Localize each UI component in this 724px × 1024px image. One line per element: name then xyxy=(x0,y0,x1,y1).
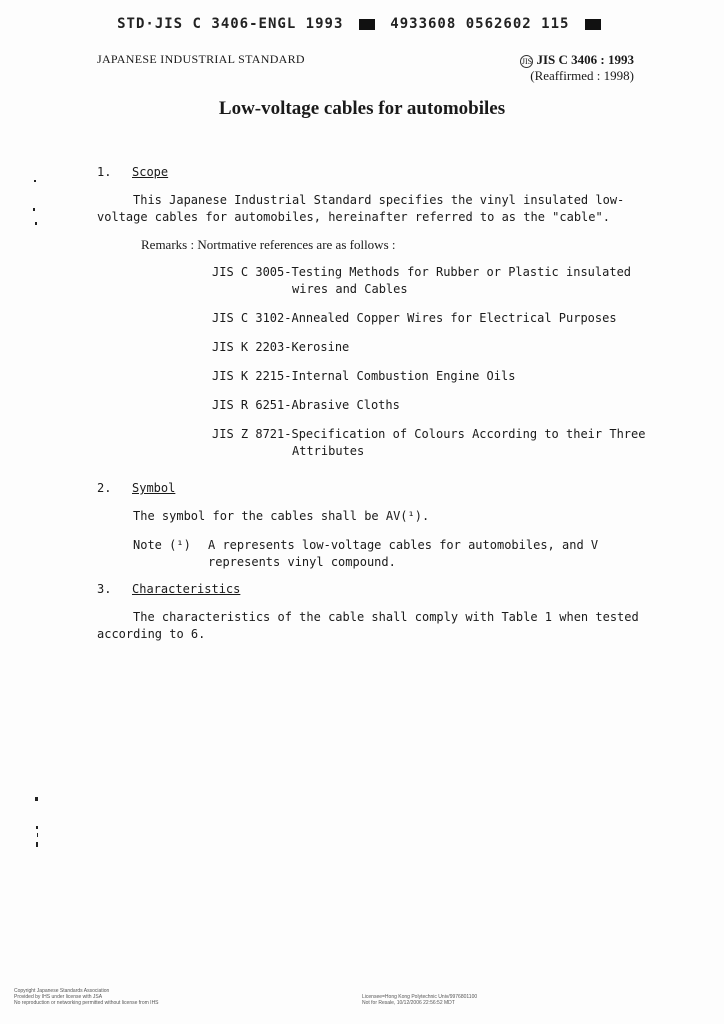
section-title: Symbol xyxy=(132,481,176,495)
black-block-icon xyxy=(585,19,601,30)
reaffirmed-note: (Reaffirmed : 1998) xyxy=(530,68,634,83)
standard-org: JAPANESE INDUSTRIAL STANDARD xyxy=(97,52,305,66)
code-line-a: STD·JIS C 3406-ENGL 1993 xyxy=(117,16,344,32)
section-heading-scope xyxy=(97,165,168,179)
section-number: 1. xyxy=(97,165,112,179)
black-block-icon xyxy=(359,19,375,30)
reference-item: JIS Z 8721-Specification of Colours According to their Three Attributes xyxy=(212,427,646,458)
symbol-text: The symbol for the cables shall be AV(¹). xyxy=(133,509,430,523)
reference-item: JIS C 3102-Annealed Copper Wires for Electrical Purposes xyxy=(212,311,617,325)
section-number: 2. xyxy=(97,481,112,495)
symbol-note xyxy=(133,537,598,571)
reference-item: JIS R 6251-Abrasive Cloths xyxy=(212,398,400,412)
document-code-line xyxy=(0,16,724,32)
footer-copyright: Copyright Japanese Standards Association Provided by IHS under license with JSA No reproduction or networking permitted without license from IHS xyxy=(14,988,159,1006)
reference-item: JIS K 2215-Internal Combustion Engine Oils xyxy=(212,369,516,383)
footer-licensee: Licensee=Hong Kong Polytechnic Univ/9976801100 Not for Resale, 10/12/2006 22:56:52 MDT xyxy=(362,994,478,1006)
scope-text-line-2: voltage cables for automobiles, hereinafter referred to as the "cable". xyxy=(97,210,610,224)
jis-mark-icon: JIS xyxy=(521,57,533,66)
remarks-text: Remarks : Nortmative references are as follows : xyxy=(141,237,396,252)
note-line-2: represents vinyl compound. xyxy=(208,555,396,569)
characteristics-text-line-2: according to 6. xyxy=(97,627,206,641)
section-heading-characteristics xyxy=(97,582,240,596)
note-label: Note (¹) xyxy=(133,538,191,552)
standard-id xyxy=(520,52,634,84)
reference-item: JIS K 2203-Kerosine xyxy=(212,340,350,354)
characteristics-text-line-1: The characteristics of the cable shall comply with Table 1 when tested xyxy=(133,610,639,624)
note-line-1: A represents low-voltage cables for automobiles, and V xyxy=(208,538,599,552)
document-title: Low-voltage cables for automobiles xyxy=(218,98,506,119)
section-number: 3. xyxy=(97,582,112,596)
standard-number: JIS C 3406 : 1993 xyxy=(536,52,634,67)
section-heading-symbol xyxy=(97,481,175,495)
reference-item: JIS C 3005-Testing Methods for Rubber or Plastic insulated wires and Cables xyxy=(212,265,632,296)
reference-list xyxy=(212,264,652,472)
section-title: Characteristics xyxy=(132,582,241,596)
section-title: Scope xyxy=(132,165,169,179)
scope-text-line-1: This Japanese Industrial Standard specifies the vinyl insulated low- xyxy=(133,193,625,207)
code-line-b: 4933608 0562602 115 xyxy=(390,16,570,32)
